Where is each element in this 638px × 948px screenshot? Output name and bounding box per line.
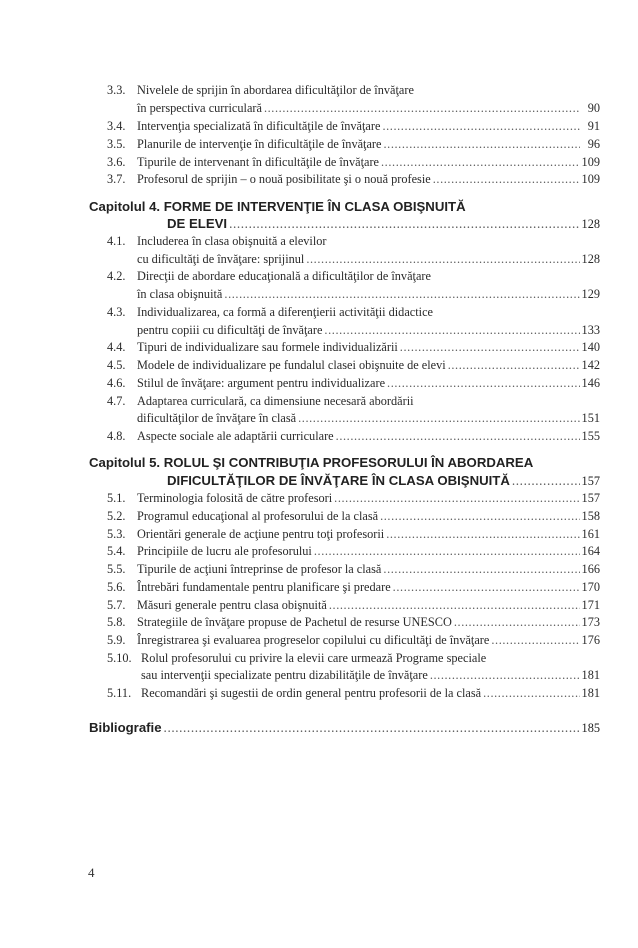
dot-leader <box>400 340 580 355</box>
entry-title: Înregistrarea şi evaluarea progreselor copilului cu dificultăţi de învăţare <box>137 633 490 647</box>
bibliography-entry <box>89 720 600 736</box>
entry-number: 5.2. <box>107 509 126 523</box>
entry-number: 4.8. <box>107 429 126 443</box>
dot-leader <box>380 509 579 524</box>
entry-title: Întrebări fundamentale pentru planificare şi predare <box>137 580 391 594</box>
entry-page: 158 <box>581 509 600 523</box>
toc-entry <box>107 394 600 409</box>
entry-page: 170 <box>581 580 600 594</box>
toc-entry <box>107 615 600 630</box>
entry-page: 142 <box>581 358 600 372</box>
entry-title: Recomandări şi sugestii de ordin general pentru profesorii de la clasă <box>141 686 482 700</box>
toc-entry <box>107 252 600 267</box>
toc-entry <box>107 509 600 524</box>
entry-page: 151 <box>581 411 600 425</box>
toc-entry <box>107 305 600 320</box>
entry-page: 140 <box>581 340 600 354</box>
dot-leader <box>483 686 579 701</box>
entry-title-continued: pentru copiii cu dificultăţi de învăţare <box>137 323 323 337</box>
dot-leader <box>430 668 580 683</box>
entry-number: 3.6. <box>107 155 126 169</box>
entry-number: 4.6. <box>107 376 126 390</box>
entry-title: Orientări generale de acţiune pentru toţi profesorii <box>137 527 385 541</box>
dot-leader <box>454 615 580 630</box>
entry-page: 173 <box>581 615 600 629</box>
toc-entry <box>107 544 600 559</box>
dot-leader <box>336 429 580 444</box>
dot-leader <box>386 527 579 542</box>
dot-leader <box>383 562 579 577</box>
entry-page: 176 <box>581 633 600 647</box>
entry-number: 5.5. <box>107 562 126 576</box>
entry-number: 3.4. <box>107 119 126 133</box>
entry-title: Tipurile de intervenant în dificultăţile de învăţare <box>137 155 379 169</box>
dot-leader <box>387 376 580 391</box>
entry-page: 129 <box>581 287 600 301</box>
dot-leader <box>298 411 579 426</box>
entry-title: Intervenţia specializată în dificultăţile de învăţare <box>137 119 381 133</box>
entry-title: Modele de individualizare pe fundalul clasei obişnuite de elevi <box>137 358 446 372</box>
entry-page: 166 <box>581 562 600 576</box>
toc-entry <box>107 633 600 648</box>
entry-title: Includerea în clasa obişnuită a elevilor <box>137 234 327 248</box>
toc-entry <box>107 119 600 134</box>
chapter-heading <box>89 455 533 470</box>
entry-title: Adaptarea curriculară, ca dimensiune necesară abordării <box>137 394 414 408</box>
entry-number: 3.5. <box>107 137 126 151</box>
entry-number: 5.3. <box>107 527 126 541</box>
toc-entry <box>107 234 600 249</box>
entry-page: 181 <box>581 686 600 700</box>
entry-page: 109 <box>581 155 600 169</box>
entry-number: 3.7. <box>107 172 126 186</box>
dot-leader <box>491 633 579 648</box>
entry-page: 155 <box>581 429 600 443</box>
toc-entry <box>107 269 600 284</box>
entry-number: 3.3. <box>107 83 126 97</box>
entry-number: 4.4. <box>107 340 126 354</box>
entry-title: Tipuri de individualizare sau formele individualizării <box>137 340 398 354</box>
toc-entry <box>107 340 600 355</box>
entry-title: Individualizarea, ca formă a diferenţierii activităţii didactice <box>137 305 433 319</box>
entry-number: 4.1. <box>107 234 126 248</box>
toc-entry <box>107 358 600 373</box>
chapter-heading-continued <box>167 473 600 489</box>
chapter-page: 157 <box>581 474 600 488</box>
toc-entry <box>107 686 600 701</box>
chapter-title: Capitolul 4. FORME DE INTERVENŢIE ÎN CLASA OBIŞNUITĂ <box>89 199 466 214</box>
toc-entry <box>107 376 600 391</box>
entry-number: 4.2. <box>107 269 126 283</box>
toc-entry <box>107 137 600 152</box>
dot-leader <box>382 119 580 134</box>
entry-number: 4.3. <box>107 305 126 319</box>
toc-entry <box>107 668 600 683</box>
entry-page: 171 <box>581 598 600 612</box>
dot-leader <box>334 491 579 506</box>
toc-entry <box>107 101 600 116</box>
dot-leader <box>224 287 579 302</box>
entry-page: 90 <box>587 101 600 115</box>
toc-entry <box>107 83 597 98</box>
chapter-title-continued: DIFICULTĂŢILOR DE ÎNVĂŢARE ÎN CLASA OBIŞNUITĂ <box>167 473 510 488</box>
toc-entry <box>107 429 600 444</box>
dot-leader <box>306 252 579 267</box>
entry-page: 91 <box>587 119 600 133</box>
entry-page: 128 <box>581 252 600 266</box>
entry-number: 5.4. <box>107 544 126 558</box>
dot-leader <box>164 720 580 735</box>
dot-leader <box>393 580 580 595</box>
entry-title: Măsuri generale pentru clasa obişnuită <box>137 598 327 612</box>
toc-entry <box>107 287 600 302</box>
chapter-heading <box>89 199 466 214</box>
dot-leader <box>512 473 580 488</box>
entry-title: Programul educaţional al profesorului de la clasă <box>137 509 379 523</box>
chapter-title: Capitolul 5. ROLUL ŞI CONTRIBUŢIA PROFESORULUI ÎN ABORDAREA <box>89 455 534 470</box>
entry-number: 5.11. <box>107 686 132 700</box>
entry-title-continued: în clasa obişnuită <box>137 287 223 301</box>
entry-title: Profesorul de sprijin – o nouă posibilitate şi o nouă profesie <box>137 172 431 186</box>
dot-leader <box>329 598 580 613</box>
dot-leader <box>229 216 579 231</box>
entry-number: 4.7. <box>107 394 126 408</box>
entry-page: 181 <box>581 668 600 682</box>
toc-entry <box>107 527 600 542</box>
dot-leader <box>381 155 580 170</box>
entry-number: 4.5. <box>107 358 126 372</box>
entry-title: Aspecte sociale ale adaptării curriculare <box>137 429 334 443</box>
entry-title-continued: cu dificultăţi de învăţare: sprijinul <box>137 252 305 266</box>
toc-entry <box>107 323 600 338</box>
dot-leader <box>314 544 580 559</box>
entry-page: 164 <box>581 544 600 558</box>
entry-title: Strategiile de învăţare propuse de Pachetul de resurse UNESCO <box>137 615 452 629</box>
dot-leader <box>324 323 579 338</box>
toc-entry <box>107 172 600 187</box>
entry-title: Stilul de învăţare: argument pentru individualizare <box>137 376 386 390</box>
toc-entry <box>107 580 600 595</box>
dot-leader <box>264 101 580 116</box>
toc-entry <box>107 411 600 426</box>
toc-entry <box>107 155 600 170</box>
toc-entry <box>107 651 600 666</box>
entry-title: Rolul profesorului cu privire la elevii care urmează Programe speciale <box>141 651 487 665</box>
entry-page: 109 <box>581 172 600 186</box>
dot-leader <box>448 358 580 373</box>
bibliography-page: 185 <box>581 721 600 735</box>
toc-entry <box>107 491 600 506</box>
entry-number: 5.1. <box>107 491 126 505</box>
entry-number: 5.9. <box>107 633 126 647</box>
toc-entry <box>107 598 600 613</box>
chapter-heading-continued <box>167 216 600 232</box>
chapter-title-continued: DE ELEVI <box>167 216 228 231</box>
entry-title-continued: în perspectiva curriculară <box>137 101 262 115</box>
entry-title: Planurile de intervenţie în dificultăţile de învăţare <box>137 137 382 151</box>
dot-leader <box>433 172 580 187</box>
entry-page: 161 <box>581 527 600 541</box>
entry-page: 157 <box>581 491 600 505</box>
entry-number: 5.6. <box>107 580 126 594</box>
entry-title: Terminologia folosită de către profesori <box>137 491 333 505</box>
entry-title: Direcţii de abordare educaţională a dificultăţilor de învăţare <box>137 269 431 283</box>
entry-number: 5.8. <box>107 615 126 629</box>
entry-title: Nivelele de sprijin în abordarea dificultăţilor de învăţare <box>137 83 414 97</box>
chapter-page: 128 <box>581 217 600 231</box>
entry-page: 146 <box>581 376 600 390</box>
entry-page: 133 <box>581 323 600 337</box>
entry-number: 5.10. <box>107 651 132 665</box>
toc-entry <box>107 562 600 577</box>
dot-leader <box>383 137 580 152</box>
entry-title-continued: sau intervenţii specializate pentru dizabilităţile de învăţare <box>141 668 428 682</box>
entry-title: Principiile de lucru ale profesorului <box>137 544 312 558</box>
bibliography-label: Bibliografie <box>89 720 162 735</box>
entry-title: Tipurile de acţiuni întreprinse de profesor la clasă <box>137 562 382 576</box>
page-number: 4 <box>88 865 95 880</box>
entry-page: 96 <box>587 137 600 151</box>
entry-title-continued: dificultăţilor de învăţare în clasă <box>137 411 297 425</box>
entry-number: 5.7. <box>107 598 126 612</box>
